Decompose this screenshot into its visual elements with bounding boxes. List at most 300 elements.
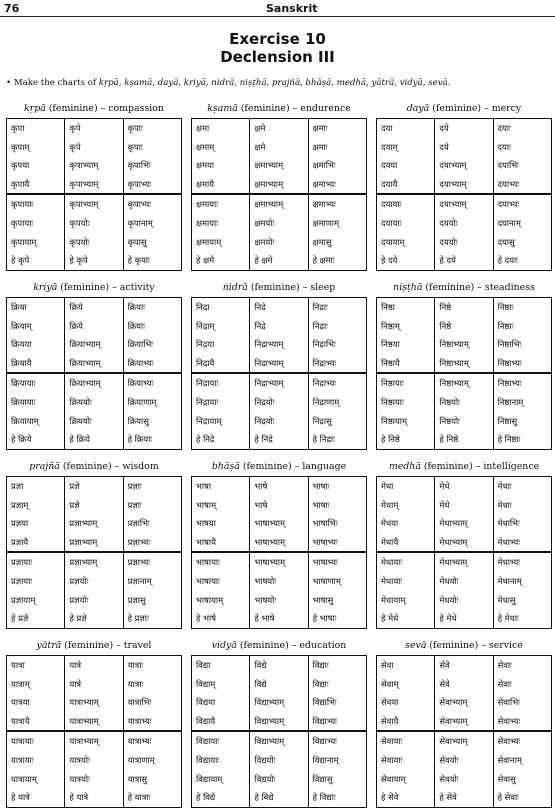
table-row	[7, 572, 181, 591]
dual-cell: दयाभ्याम्	[434, 156, 493, 175]
table-row	[192, 533, 366, 552]
dual-cell: क्षमाभ्याम्	[249, 195, 308, 214]
plural-cell: कृपाभिः	[127, 160, 151, 171]
declension-table	[6, 476, 182, 629]
singular-cell: विद्याम्	[196, 678, 216, 689]
declension-block	[191, 102, 367, 274]
declension-table	[191, 297, 367, 450]
singular-cell: यात्रा	[11, 660, 25, 670]
dual-cell: भाषाभ्याम्	[249, 533, 308, 552]
singular-cell: निद्राम्	[196, 320, 215, 331]
plural-cell: विद्यासु	[312, 773, 333, 784]
table-row	[7, 412, 181, 431]
case-group-upper	[377, 119, 551, 195]
plural-cell: निद्रासु	[312, 415, 332, 426]
table-row	[7, 354, 181, 373]
caption-meaning: (feminine) – language	[239, 461, 347, 472]
singular-cell: यात्रया	[11, 697, 30, 708]
dual-cell: निद्राभ्याम्	[249, 374, 308, 393]
singular-cell: कृपा	[11, 123, 25, 133]
dual-cell: मेधयोः	[434, 591, 493, 610]
plural-cell: दयासु	[497, 236, 515, 247]
dual-cell: निष्ठे	[434, 317, 493, 336]
dual-cell: निद्राभ्याम्	[249, 354, 308, 373]
singular-cell: कृपायाः	[11, 199, 34, 210]
plural-cell: यात्राभ्यः	[127, 715, 152, 726]
singular-cell: निद्रया	[196, 339, 215, 350]
dual-cell: प्रज्ञाभ्याम्	[64, 514, 123, 533]
dual-cell: दययोः	[434, 233, 493, 252]
dual-cell: क्षमाभ्याम्	[249, 156, 308, 175]
dual-cell: विद्याभ्याम्	[249, 693, 308, 712]
plural-cell: हे विद्याः	[312, 792, 336, 803]
dual-cell: सेवे	[434, 675, 493, 694]
plural-cell: निद्राभिः	[312, 339, 336, 350]
case-group-upper	[7, 656, 181, 732]
table-row	[377, 214, 551, 233]
instruction	[6, 78, 551, 88]
plural-cell: मेधासु	[497, 594, 516, 605]
dual-cell: निद्रयोः	[249, 412, 308, 431]
singular-cell: मेधया	[381, 518, 399, 529]
singular-cell: मेधाम्	[381, 499, 399, 510]
dual-cell: भाषाभ्याम्	[249, 514, 308, 533]
plural-cell: विद्याः	[312, 678, 329, 689]
table-row	[7, 175, 181, 194]
table-row	[192, 175, 366, 194]
plural-cell: क्रियाभिः	[127, 339, 153, 350]
table-row	[192, 138, 366, 157]
caption-meaning: (feminine) – endurence	[237, 103, 351, 114]
table-row	[377, 712, 551, 731]
case-group-upper	[7, 477, 181, 553]
singular-cell: दया	[381, 123, 393, 133]
dual-cell: कृपे	[64, 138, 123, 157]
case-group-upper	[377, 477, 551, 553]
declension-table	[376, 118, 552, 271]
declension-table	[376, 297, 552, 450]
dual-cell: प्रज्ञयोः	[64, 572, 123, 591]
table-row	[7, 298, 181, 317]
table-row	[7, 233, 181, 252]
caption-word: kriyā	[33, 282, 58, 293]
plural-cell: हे दयाः	[497, 255, 518, 266]
page-number: 76	[4, 2, 20, 15]
table-caption	[376, 281, 552, 295]
caption-word: nidrā	[222, 282, 248, 293]
dual-cell: निष्ठयोः	[434, 393, 493, 412]
dual-cell: क्रियाभ्याम्	[64, 354, 123, 373]
table-row	[192, 656, 366, 675]
case-group-lower	[192, 553, 366, 627]
plural-cell: क्रियाः	[127, 320, 145, 331]
table-caption	[6, 639, 182, 653]
singular-cell: प्रज्ञायै	[11, 536, 29, 547]
caption-word: vidyā	[211, 640, 237, 651]
dual-cell: कृपे	[64, 119, 123, 138]
plural-cell: निद्राभ्यः	[312, 357, 337, 368]
plural-cell: प्रज्ञाः	[127, 499, 142, 510]
singular-cell: विद्यायाः	[196, 754, 219, 765]
dual-cell: विद्ययोः	[249, 751, 308, 770]
dual-cell: हे प्रज्ञे	[64, 609, 123, 628]
caption-word: bhāṣā	[211, 461, 240, 472]
dual-cell: प्रज्ञाभ्याम्	[64, 533, 123, 552]
declension-grid	[6, 102, 552, 803]
plural-cell: निष्ठाः	[497, 320, 514, 331]
plural-cell: प्रज्ञाभिः	[127, 518, 150, 529]
table-caption	[191, 281, 367, 295]
table-row	[7, 591, 181, 610]
dual-cell: प्रज्ञयोः	[64, 591, 123, 610]
dual-cell: हे दये	[434, 251, 493, 270]
dual-cell: क्रिये	[64, 317, 123, 336]
table-row	[192, 712, 366, 731]
caption-meaning: (feminine) – service	[426, 640, 523, 651]
plural-cell: कृपानाम्	[127, 217, 153, 228]
singular-cell: सेवायाम्	[381, 773, 406, 784]
dual-cell: निद्रे	[249, 298, 308, 317]
dual-cell: क्षमे	[249, 138, 308, 157]
plural-cell: क्षमाभ्यः	[312, 199, 336, 210]
plural-cell: निष्ठाभ्यः	[497, 378, 522, 389]
plural-cell: दयाभिः	[497, 160, 519, 171]
singular-cell: कृपाम्	[11, 141, 30, 152]
declension-block	[376, 281, 552, 453]
singular-cell: हे क्षमे	[196, 255, 215, 266]
plural-cell: हे सेवाः	[497, 792, 519, 803]
case-group-lower	[192, 732, 366, 806]
plural-cell: मेधानाम्	[497, 575, 522, 586]
dual-cell: सेवे	[434, 656, 493, 675]
table-row	[377, 656, 551, 675]
dual-cell: क्षमयोः	[249, 233, 308, 252]
dual-cell: हे मेधे	[434, 609, 493, 628]
singular-cell: प्रज्ञायाः	[11, 557, 33, 568]
plural-cell: दयाभ्यः	[497, 199, 520, 210]
dual-cell: प्रज्ञे	[64, 496, 123, 515]
plural-cell: हे क्रियाः	[127, 434, 152, 445]
case-group-lower	[377, 195, 551, 269]
singular-cell: दयायाम्	[381, 236, 405, 247]
table-row	[377, 298, 551, 317]
table-row	[7, 251, 181, 270]
declension-table	[191, 655, 367, 808]
singular-cell: क्रियायाः	[11, 396, 36, 407]
singular-cell: सेवाम्	[381, 678, 399, 689]
plural-cell: कृपासु	[127, 236, 147, 247]
table-row	[192, 156, 366, 175]
plural-cell: निष्ठानाम्	[497, 396, 524, 407]
singular-cell: कृपायै	[11, 178, 30, 189]
dual-cell: निद्राभ्याम्	[249, 335, 308, 354]
table-row	[377, 533, 551, 552]
caption-word: kṛpā	[24, 103, 46, 114]
dual-cell: दये	[434, 119, 493, 138]
singular-cell: दयाम्	[381, 141, 398, 152]
table-row	[192, 233, 366, 252]
caption-meaning: (feminine) – education	[236, 640, 347, 651]
singular-cell: निद्रा	[196, 302, 210, 312]
dual-cell: प्रज्ञाभ्याम्	[64, 553, 123, 572]
singular-cell: क्षमायै	[196, 178, 215, 189]
dual-cell: प्रज्ञे	[64, 477, 123, 496]
plural-cell: भाषाणाम्	[312, 575, 341, 586]
table-row	[377, 609, 551, 628]
dual-cell: भाषे	[249, 477, 308, 496]
plural-cell: हे यात्राः	[127, 792, 151, 803]
table-row	[192, 477, 366, 496]
singular-cell: दयया	[381, 160, 398, 171]
plural-cell: विद्याभ्यः	[312, 715, 337, 726]
table-row	[7, 533, 181, 552]
plural-cell: सेवाभिः	[497, 697, 520, 708]
singular-cell: हे निष्ठे	[381, 434, 400, 445]
table-caption	[376, 102, 552, 116]
dual-cell: सेवाभ्याम्	[434, 732, 493, 751]
plural-cell: मेधाभ्यः	[497, 557, 520, 568]
singular-cell: निष्ठायाः	[381, 396, 404, 407]
table-row	[192, 374, 366, 393]
case-group-lower	[7, 553, 181, 627]
dual-cell: निष्ठे	[434, 298, 493, 317]
singular-cell: मेधायै	[381, 536, 399, 547]
dual-cell: यात्रयोः	[64, 751, 123, 770]
case-group-lower	[377, 553, 551, 627]
dual-cell: भाषयोः	[249, 572, 308, 591]
table-caption	[191, 639, 367, 653]
table-row	[377, 412, 551, 431]
table-row	[7, 675, 181, 694]
singular-cell: निष्ठया	[381, 339, 400, 350]
plural-cell: क्रियाः	[127, 302, 145, 312]
table-row	[377, 374, 551, 393]
table-row	[377, 354, 551, 373]
table-row	[377, 675, 551, 694]
bullet: •	[6, 78, 12, 88]
dual-cell: निष्ठाभ्याम्	[434, 354, 493, 373]
dual-cell: यात्रयोः	[64, 770, 123, 789]
singular-cell: दयायाः	[381, 199, 402, 210]
table-row	[377, 156, 551, 175]
plural-cell: प्रज्ञाः	[127, 481, 142, 491]
table-row	[377, 393, 551, 412]
declension-block	[6, 639, 182, 811]
declension-table	[6, 655, 182, 808]
declension-block	[376, 639, 552, 811]
plural-cell: दयाः	[497, 141, 511, 152]
singular-cell: निष्ठा	[381, 302, 395, 312]
singular-cell: मेधायाम्	[381, 594, 406, 605]
table-row	[192, 195, 366, 214]
plural-cell: विद्याः	[312, 660, 329, 670]
case-group-upper	[192, 477, 366, 553]
singular-cell: क्षमायाम्	[196, 236, 222, 247]
table-row	[7, 156, 181, 175]
table-row	[192, 430, 366, 449]
dual-cell: क्षमाभ्याम्	[249, 175, 308, 194]
declension-table	[6, 297, 182, 450]
declension-block	[376, 460, 552, 632]
dual-cell: क्षमयोः	[249, 214, 308, 233]
dual-cell: क्रिये	[64, 298, 123, 317]
plural-cell: मेधाभिः	[497, 518, 520, 529]
singular-cell: क्षमाम्	[196, 141, 215, 152]
table-row	[7, 732, 181, 751]
dual-cell: निष्ठाभ्याम्	[434, 374, 493, 393]
table-row	[7, 317, 181, 336]
table-row	[377, 770, 551, 789]
singular-cell: निद्रायै	[196, 357, 215, 368]
dual-cell: मेधे	[434, 477, 493, 496]
plural-cell: सेवानाम्	[497, 754, 522, 765]
singular-cell: विद्यायै	[196, 715, 216, 726]
plural-cell: सेवाः	[497, 660, 512, 670]
dual-cell: हे सेवे	[434, 788, 493, 807]
caption-word: kṣamā	[207, 103, 238, 114]
plural-cell: भाषासु	[312, 594, 334, 605]
singular-cell: यात्रायाः	[11, 736, 34, 747]
table-row	[377, 317, 551, 336]
table-row	[377, 591, 551, 610]
caption-word: dayā	[406, 103, 430, 114]
singular-cell: विद्यायाः	[196, 736, 219, 747]
dual-cell: हे क्षमे	[249, 251, 308, 270]
table-row	[377, 175, 551, 194]
header-rule	[0, 16, 555, 17]
caption-word: sevā	[405, 640, 427, 651]
case-group-lower	[192, 374, 366, 448]
singular-cell: निद्रायाः	[196, 396, 219, 407]
table-row	[192, 553, 366, 572]
declension-block	[6, 281, 182, 453]
dual-cell: निष्ठयोः	[434, 412, 493, 431]
table-row	[7, 214, 181, 233]
plural-cell: क्रियासु	[127, 415, 149, 426]
caption-meaning: (feminine) – wisdom	[59, 461, 159, 472]
dual-cell: मेधाभ्याम्	[434, 553, 493, 572]
plural-cell: भाषाभ्यः	[312, 536, 338, 547]
singular-cell: प्रज्ञायाः	[11, 575, 33, 586]
plural-cell: भाषाभ्यः	[312, 557, 338, 568]
plural-cell: कृपाभ्यः	[127, 178, 151, 189]
case-group-lower	[7, 732, 181, 806]
plural-cell: विद्यानाम्	[312, 754, 339, 765]
table-row	[7, 477, 181, 496]
plural-cell: भाषाः	[312, 481, 330, 491]
caption-meaning: (feminine) – intelligence	[420, 461, 540, 472]
singular-cell: हे कृपे	[11, 255, 30, 266]
table-row	[377, 693, 551, 712]
singular-cell: कृपायाम्	[11, 236, 37, 247]
table-row	[192, 393, 366, 412]
dual-cell: दये	[434, 138, 493, 157]
singular-cell: यात्रायै	[11, 715, 30, 726]
table-caption	[191, 460, 367, 474]
dual-cell: निद्रे	[249, 317, 308, 336]
table-row	[7, 393, 181, 412]
case-group-lower	[377, 732, 551, 806]
table-row	[192, 609, 366, 628]
singular-cell: सेवायै	[381, 715, 399, 726]
table-caption	[376, 460, 552, 474]
table-row	[7, 195, 181, 214]
plural-cell: मेधाः	[497, 481, 512, 491]
singular-cell: निष्ठायाः	[381, 378, 404, 389]
table-row	[7, 751, 181, 770]
plural-cell: यात्राः	[127, 678, 144, 689]
instruction-words: kṛpā, kṣamā, dayā, kriyā, nidrā, niṣṭhā, prajñā, bhāṣā, medhā, yātrā, vidyā, sevā.	[98, 78, 451, 88]
page-subtitle: Declension III	[220, 48, 335, 66]
plural-cell: यात्राभिः	[127, 697, 152, 708]
dual-cell: कृपाभ्याम्	[64, 156, 123, 175]
table-row	[192, 591, 366, 610]
declension-table	[191, 476, 367, 629]
dual-cell: यात्राभ्याम्	[64, 732, 123, 751]
singular-cell: निद्रायाः	[196, 378, 219, 389]
table-row	[377, 195, 551, 214]
table-row	[192, 412, 366, 431]
plural-cell: यात्रासु	[127, 773, 148, 784]
singular-cell: यात्राम्	[11, 678, 30, 689]
caption-word: niṣṭhā	[393, 282, 423, 293]
plural-cell: निष्ठाभिः	[497, 339, 522, 350]
declension-table	[6, 118, 182, 271]
singular-cell: क्षमायाः	[196, 199, 218, 210]
dual-cell: हे भाषे	[249, 609, 308, 628]
plural-cell: दयानाम्	[497, 217, 521, 228]
plural-cell: क्रियाभ्यः	[127, 357, 154, 368]
section-name: Sanskrit	[266, 2, 318, 15]
table-row	[377, 430, 551, 449]
dual-cell: क्रिययोः	[64, 412, 123, 431]
dual-cell: भाषयोः	[249, 591, 308, 610]
plural-cell: यात्राः	[127, 660, 144, 670]
singular-cell: क्रियाम्	[11, 320, 32, 331]
table-row	[7, 712, 181, 731]
table-row	[7, 430, 181, 449]
table-row	[377, 233, 551, 252]
plural-cell: सेवाभ्यः	[497, 715, 521, 726]
plural-cell: क्षमाः	[312, 141, 328, 152]
table-row	[377, 335, 551, 354]
singular-cell: भाषायाम्	[196, 594, 224, 605]
dual-cell: विद्ये	[249, 675, 308, 694]
plural-cell: क्षमाभिः	[312, 160, 336, 171]
singular-cell: प्रज्ञायाम्	[11, 594, 36, 605]
plural-cell: सेवाः	[497, 678, 512, 689]
dual-cell: हे कृपे	[64, 251, 123, 270]
singular-cell: यात्रायाम्	[11, 773, 37, 784]
table-row	[7, 496, 181, 515]
case-group-upper	[7, 298, 181, 374]
singular-cell: दयायाः	[381, 217, 402, 228]
table-row	[192, 693, 366, 712]
table-row	[7, 119, 181, 138]
dual-cell: विद्याभ्याम्	[249, 712, 308, 731]
dual-cell: मेधे	[434, 496, 493, 515]
dual-cell: निद्रयोः	[249, 393, 308, 412]
table-caption	[6, 281, 182, 295]
dual-cell: सेवयोः	[434, 770, 493, 789]
plural-cell: प्रज्ञाभ्यः	[127, 557, 150, 568]
case-group-upper	[7, 119, 181, 195]
dual-cell: हे निद्रे	[249, 430, 308, 449]
plural-cell: निद्राणाम्	[312, 396, 340, 407]
singular-cell: सेवायाः	[381, 736, 403, 747]
singular-cell: भाषायै	[196, 536, 216, 547]
singular-cell: भाषया	[196, 518, 216, 529]
